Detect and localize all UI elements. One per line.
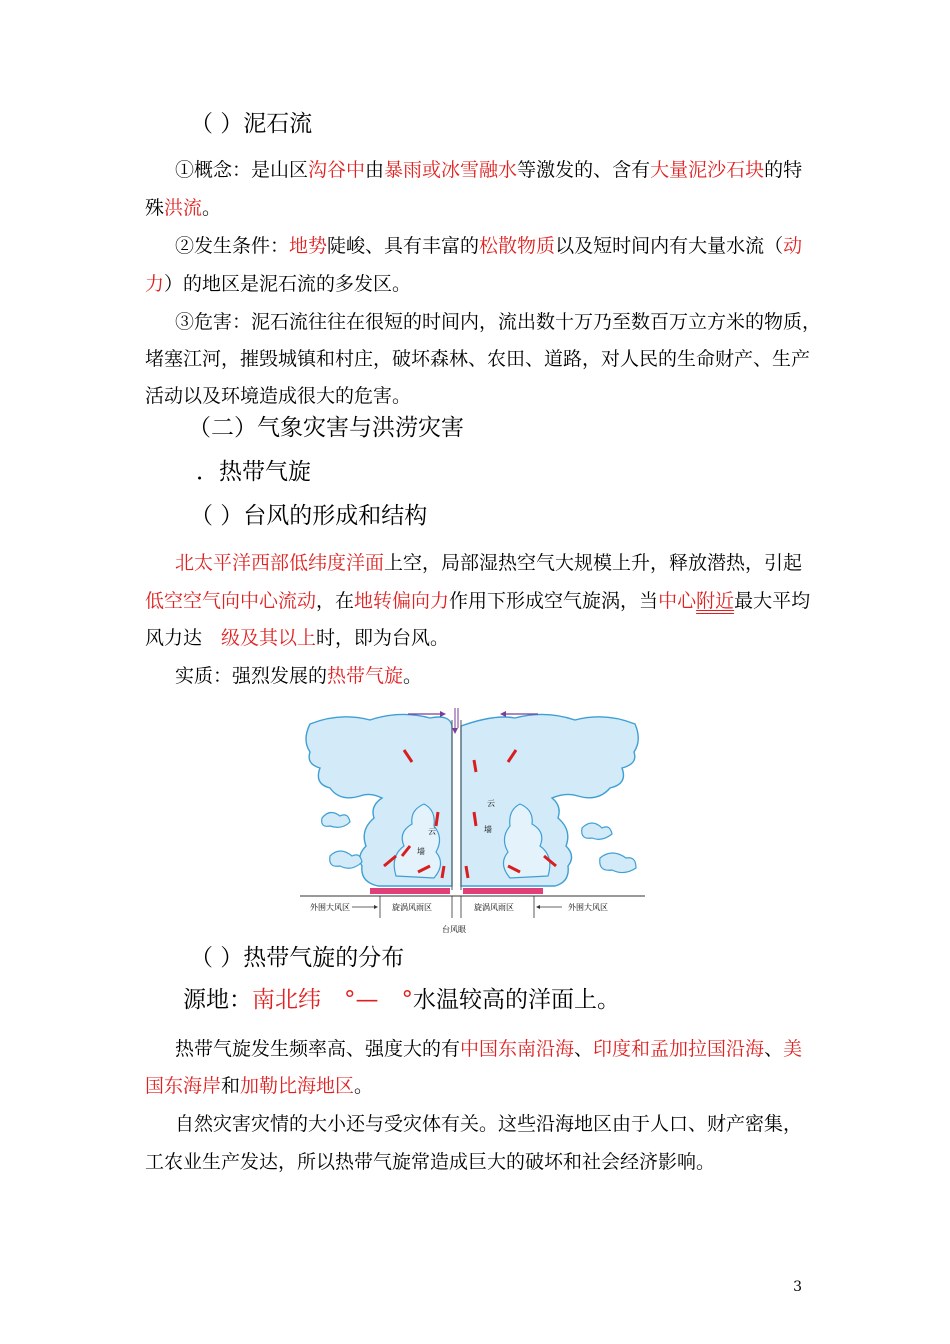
typhoon-line-1: 北太平洋西部低纬度洋面上空，局部湿热空气大规模上升，释放潜热，引起 [175,552,803,574]
wall-label-left-2: 墙 [417,847,425,856]
wall-label-right: 云 [487,799,495,808]
label-right-outer: 外围大风区 [568,903,608,912]
typhoon-title: （ ）台风的形成和结构 [190,503,428,529]
harm-line-2: 堵塞江河，摧毁城镇和村庄，破坏森林、农田、道路，对人民的生命财产、生产 [145,348,811,370]
typhoon-line-2: 低空空气向中心流动，在地转偏向力作用下形成空气旋涡，当中心附近最大平均 [145,590,811,612]
condition-line-1: ②发生条件：地势陡峻、具有丰富的松散物质以及短时间内有大量水流（动 [175,235,803,257]
section-2-title: （二）气象灾害与洪涝灾害 [188,415,464,441]
distribution-title: （ ）热带气旋的分布 [190,945,405,971]
label-left-outer: 外围大风区 [310,903,350,912]
distribution-line-1: 热带气旋发生频率高、强度大的有中国东南沿海、印度和孟加拉国沿海、美 [175,1038,803,1060]
source-line: 源地：南北纬 °— °水温较高的洋面上。 [183,987,620,1013]
small-cloud-left-2 [330,851,362,868]
wall-label-right-2: 墙 [484,825,492,834]
typhoon-line-3: 风力达 级及其以上时，即为台风。 [145,627,450,649]
distribution-line-2: 国东海岸和加勒比海地区。 [145,1075,374,1097]
impact-line-1: 自然灾害灾情的大小还与受灾体有关。这些沿海地区由于人口、财产密集， [175,1113,803,1135]
label-eye: 台风眼 [442,925,466,934]
harm-line-1: ③危害：泥石流往往在很短的时间内，流出数十万乃至数百万立方米的物质， [175,311,822,333]
mudflow-title: （ ）泥石流 [190,111,313,137]
rain-bar-left [370,888,450,894]
small-cloud-right-2 [600,853,636,873]
concept-line-2: 殊洪流。 [145,197,222,219]
concept-line-1: ①概念：是山区沟谷中由暴雨或冰雪融水等激发的、含有大量泥沙石块的特 [175,159,803,181]
label-right-eyewall: 旋涡风雨区 [474,903,514,912]
essence-line: 实质：强烈发展的热带气旋。 [175,665,423,687]
typhoon-structure-diagram [300,706,645,942]
harm-line-3: 活动以及环境造成很大的危害。 [145,385,412,407]
rain-bar-right [463,888,543,894]
impact-line-2: 工农业生产发达，所以热带气旋常造成巨大的破坏和社会经济影响。 [145,1151,716,1173]
condition-line-2: 力）的地区是泥石流的多发区。 [145,273,412,295]
label-left-eyewall: 旋涡风雨区 [392,903,432,912]
small-cloud-right [582,823,612,839]
small-cloud-left [322,812,350,827]
page-number: 3 [793,1279,802,1295]
tropical-cyclone-title: ．热带气旋 [196,459,311,485]
wall-label-left: 云 [428,827,436,836]
